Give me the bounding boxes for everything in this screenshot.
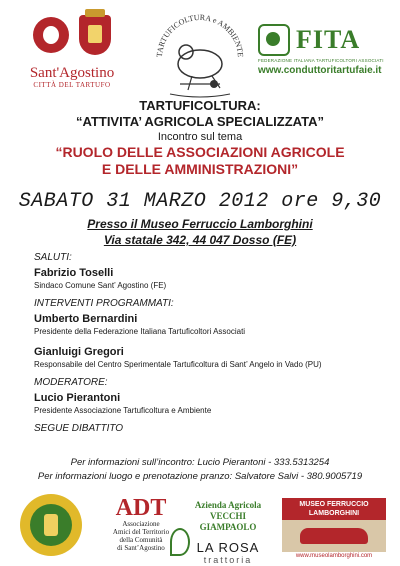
moderatore-label: MODERATORE: [34,377,108,388]
azienda-line-2: VECCHI GIAMPAOLO [199,511,257,532]
speaker-name: Fabrizio Toselli [34,267,114,279]
museo-lamborghini-logo [282,498,386,561]
title-line-4: “RUOLO DELLE ASSOCIAZIONI AGRICOLE [55,144,345,160]
sant-agostino-logo [12,10,132,89]
azienda-line-1: Azienda Agricola [194,500,262,510]
event-date: SABATO 31 MARZO 2012 ore 9,30 [18,190,382,213]
adt-mark: ADT [115,495,167,521]
dog-truffle-icon [150,6,250,104]
title-line-2: “ATTIVITA’ AGRICOLA SPECIALIZZATA” [76,114,324,129]
speaker-role: Presidente della Federazione Italiana Tartuficoltori Associati [34,327,246,336]
adt-line-4: di Sant’Agostino [117,544,165,552]
city-name: Sant'Agostino [29,65,115,81]
title-line-3: Incontro sul tema [157,131,243,143]
fita-name: FITA [296,25,361,54]
city-subtitle: CITTÀ DEL TARTUFO [33,81,111,89]
event-venue [0,216,400,248]
coat-of-arms-icon [79,15,111,55]
speaker-role: Sindaco Comune Sant’ Agostino (FE) [34,281,167,290]
contact-info [0,456,400,484]
info-line-2: Per informazioni luogo e prenotazione pranzo: Salvatore Salvi - 380.9005719 [37,471,363,482]
adt-line-1: Associazione [122,520,160,528]
interventi-label: INTERVENTI PROGRAMMATI: [34,298,174,309]
adt-line-3: della Comunità [119,536,163,544]
la-rosa-name: LA ROSA [196,540,260,555]
svg-text:TARTUFICOLTURA e AMBIENTE [155,13,245,58]
speaker-name: Gianluigi Gregori [34,346,124,358]
azienda-la-rosa-logo [186,500,270,565]
title-line-5: E DELLE AMMINISTRAZIONI” [101,161,299,177]
fita-url: www.conduttoritartufaie.it [258,65,382,76]
museo-title: MUSEO FERRUCCIO LAMBORGHINI [282,498,386,520]
venue-line-1: Presso il Museo Ferruccio Lamborghini [87,217,313,231]
speaker-name: Umberto Bernardini [34,313,138,325]
title-line-1: TARTUFICOLTURA: [139,98,261,113]
bosco-panfilia-logo [20,494,82,556]
adt-line-2: Amici del Territorio [112,528,170,536]
truffle-icon [33,17,69,53]
event-titles [0,98,400,178]
venue-line-2: Via statale 342, 44 047 Dosso (FE) [103,233,297,247]
logo-arc-text: TARTUFICOLTURA e AMBIENTE [154,12,246,58]
program [34,251,374,435]
fita-logo [258,24,388,76]
tartuficoltura-ambiente-logo [150,6,250,104]
info-line-1: Per informazioni sull’incontro: Lucio Pierantoni - 333.5313254 [70,457,330,468]
fita-emblem-icon [258,24,290,56]
car-icon [282,520,386,552]
speaker-role: Responsabile del Centro Sperimentale Tartuficoltura di Sant’ Angelo in Vado (PU) [34,360,322,369]
fita-subtitle: FEDERAZIONE ITALIANA TARTUFICOLTORI ASSOCIATI [258,58,384,63]
trattoria-label: trattoria [203,555,253,565]
segue-dibattito: SEGUE DIBATTITO [34,423,124,434]
sponsor-logos [0,492,400,566]
moderator-role: Presidente Associazione Tartuficoltura e Ambiente [34,406,212,415]
saluti-label: SALUTI: [34,252,72,263]
moderator-name: Lucio Pierantoni [34,392,121,404]
museo-url: www.museolamborghini.com [295,553,373,559]
